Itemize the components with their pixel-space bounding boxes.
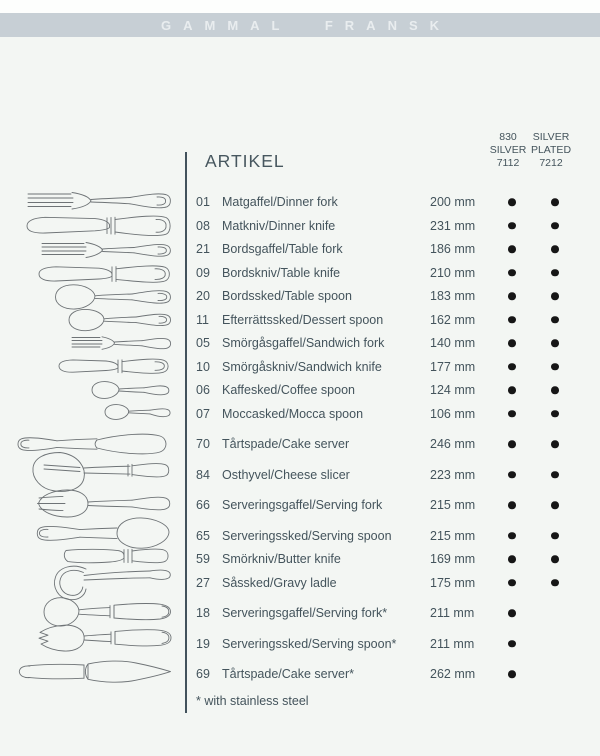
cell-silver-plated bbox=[539, 440, 563, 448]
serving-fork-steel-icon bbox=[39, 625, 171, 651]
cell-silver-plated bbox=[539, 198, 563, 206]
cell-silver-plated bbox=[539, 670, 563, 678]
article-name: Smörgåskniv/Sandwich knife bbox=[222, 359, 382, 374]
cell-silver-plated bbox=[539, 222, 563, 230]
cell-830-silver bbox=[496, 440, 520, 448]
cell-silver-plated bbox=[539, 292, 563, 300]
article-size: 246 mm bbox=[430, 437, 476, 451]
dot-silver-plated bbox=[551, 532, 559, 540]
article-size: 215 mm bbox=[430, 498, 476, 512]
page-top-margin bbox=[0, 0, 600, 13]
dot-silver-plated bbox=[551, 363, 559, 371]
dot-830-silver bbox=[508, 501, 516, 509]
article-name: Serveringssked/Serving spoon bbox=[222, 528, 392, 543]
table-row bbox=[196, 284, 586, 308]
cell-830-silver bbox=[496, 501, 520, 509]
dot-830-silver bbox=[508, 269, 516, 277]
article-name: Smörkniv/Butter knife bbox=[222, 552, 341, 566]
sandwich-fork-icon bbox=[72, 337, 171, 350]
dessert-spoon-icon bbox=[69, 309, 171, 330]
dot-830-silver bbox=[508, 555, 516, 563]
article-size: 175 mm bbox=[430, 575, 476, 590]
article-number: 18 bbox=[196, 606, 210, 620]
table-row bbox=[196, 378, 586, 402]
dot-830-silver bbox=[508, 386, 516, 394]
cell-silver-plated bbox=[539, 640, 563, 648]
article-name: Efterrättssked/Dessert spoon bbox=[222, 312, 384, 327]
article-number: 69 bbox=[196, 667, 210, 681]
table-row bbox=[196, 571, 586, 595]
column-header-line: SILVER bbox=[532, 131, 570, 143]
article-number: 65 bbox=[196, 528, 210, 543]
article-size: 106 mm bbox=[430, 406, 476, 421]
dot-silver-plated bbox=[551, 222, 559, 230]
column-header-line: SILVER bbox=[489, 144, 527, 156]
article-size: 177 mm bbox=[430, 359, 476, 374]
article-name: Bordssked/Table spoon bbox=[222, 289, 352, 303]
butter-knife-icon bbox=[64, 549, 168, 563]
gravy-ladle-icon bbox=[55, 566, 171, 600]
article-name: Såssked/Gravy ladle bbox=[222, 575, 337, 590]
article-size: 140 mm bbox=[430, 336, 476, 350]
article-name: Bordskniv/Table knife bbox=[222, 265, 341, 280]
dot-silver-plated bbox=[551, 501, 559, 509]
dot-silver-plated bbox=[551, 555, 559, 563]
dot-silver-plated bbox=[551, 471, 559, 479]
table-row bbox=[196, 261, 586, 285]
article-name: Smörgåsgaffel/Sandwich fork bbox=[222, 336, 385, 350]
dot-830-silver bbox=[508, 532, 516, 540]
table-row bbox=[196, 237, 586, 261]
article-size: 211 mm bbox=[430, 606, 475, 620]
footnote bbox=[196, 689, 309, 713]
article-size: 169 mm bbox=[430, 552, 476, 566]
table-row bbox=[196, 463, 586, 487]
cell-silver-plated bbox=[539, 609, 563, 617]
column-header-silver-plated bbox=[527, 131, 575, 170]
article-number: 27 bbox=[196, 575, 210, 590]
article-name: Serveringsgaffel/Serving fork bbox=[222, 498, 383, 512]
article-name: Matgaffel/Dinner fork bbox=[222, 195, 338, 209]
article-name: Bordsgaffel/Table fork bbox=[222, 242, 343, 256]
dot-830-silver bbox=[508, 471, 516, 479]
cutlery-illustrations bbox=[0, 180, 185, 720]
table-row bbox=[196, 355, 586, 379]
table-row bbox=[196, 662, 586, 686]
dot-silver-plated bbox=[551, 440, 559, 448]
cell-830-silver bbox=[496, 410, 520, 418]
cell-silver-plated bbox=[539, 532, 563, 540]
dot-830-silver bbox=[508, 640, 516, 648]
article-number: 59 bbox=[196, 552, 210, 566]
cell-silver-plated bbox=[539, 386, 563, 394]
column-header-line: 830 bbox=[499, 131, 517, 143]
dot-830-silver bbox=[508, 198, 516, 206]
table-fork-icon bbox=[42, 243, 170, 258]
article-size: 162 mm bbox=[430, 312, 476, 327]
table-spoon-icon bbox=[56, 285, 171, 309]
dot-830-silver bbox=[508, 292, 516, 300]
table-left-rule bbox=[185, 152, 187, 713]
cell-silver-plated bbox=[539, 269, 563, 277]
dot-830-silver bbox=[508, 316, 516, 324]
column-header-line: 7212 bbox=[539, 157, 563, 169]
cell-830-silver bbox=[496, 579, 520, 587]
table-row bbox=[196, 402, 586, 426]
cell-830-silver bbox=[496, 532, 520, 540]
cell-830-silver bbox=[496, 316, 520, 324]
table-row bbox=[196, 493, 586, 517]
dot-830-silver bbox=[508, 245, 516, 253]
article-name: Moccasked/Mocca spoon bbox=[222, 406, 364, 421]
dot-silver-plated bbox=[551, 386, 559, 394]
cell-830-silver bbox=[496, 292, 520, 300]
dot-silver-plated bbox=[551, 198, 559, 206]
serving-fork-icon bbox=[38, 490, 170, 517]
column-header-line: PLATED bbox=[530, 144, 572, 156]
cell-830-silver bbox=[496, 363, 520, 371]
table-header-artikel: ARTIKEL bbox=[205, 151, 285, 171]
cell-silver-plated bbox=[539, 471, 563, 479]
cell-830-silver bbox=[496, 339, 520, 347]
serving-spoon-icon bbox=[37, 518, 169, 548]
table-row bbox=[196, 331, 586, 355]
dinner-knife-icon bbox=[27, 216, 170, 236]
cell-830-silver bbox=[496, 640, 520, 648]
dot-830-silver bbox=[508, 609, 516, 617]
table-row bbox=[196, 547, 586, 571]
dot-silver-plated bbox=[551, 269, 559, 277]
article-size: 124 mm bbox=[430, 383, 476, 397]
article-size: 231 mm bbox=[430, 218, 476, 233]
cake-server-icon bbox=[18, 434, 166, 454]
dot-silver-plated bbox=[551, 292, 559, 300]
article-number: 70 bbox=[196, 437, 210, 451]
cell-830-silver bbox=[496, 386, 520, 394]
sandwich-knife-icon bbox=[59, 359, 168, 373]
article-size: 223 mm bbox=[430, 467, 476, 482]
article-number: 66 bbox=[196, 498, 210, 512]
serving-spoon-steel-icon bbox=[44, 598, 171, 626]
article-number: 09 bbox=[196, 265, 210, 280]
cell-silver-plated bbox=[539, 339, 563, 347]
coffee-spoon-icon bbox=[92, 382, 169, 399]
article-name: Serveringssked/Serving spoon* bbox=[222, 636, 397, 651]
article-number: 19 bbox=[196, 636, 210, 651]
column-header-line: 7112 bbox=[496, 157, 520, 169]
article-number: 10 bbox=[196, 359, 210, 374]
cell-silver-plated bbox=[539, 363, 563, 371]
article-number: 21 bbox=[196, 242, 210, 256]
cell-830-silver bbox=[496, 609, 520, 617]
footnote-text: * with stainless steel bbox=[196, 694, 309, 708]
article-name: Serveringsgaffel/Serving fork* bbox=[222, 606, 388, 620]
article-size: 215 mm bbox=[430, 528, 476, 543]
article-number: 84 bbox=[196, 467, 210, 482]
cell-silver-plated bbox=[539, 245, 563, 253]
dot-830-silver bbox=[508, 579, 516, 587]
dot-silver-plated bbox=[551, 245, 559, 253]
article-size: 211 mm bbox=[430, 636, 475, 651]
cell-830-silver bbox=[496, 471, 520, 479]
cell-silver-plated bbox=[539, 579, 563, 587]
cell-silver-plated bbox=[539, 316, 563, 324]
article-number: 01 bbox=[196, 195, 210, 209]
article-size: 262 mm bbox=[430, 667, 476, 681]
cell-silver-plated bbox=[539, 501, 563, 509]
article-name: Matkniv/Dinner knife bbox=[222, 218, 336, 233]
dot-silver-plated bbox=[551, 579, 559, 587]
table-row bbox=[196, 432, 586, 456]
cell-830-silver bbox=[496, 222, 520, 230]
dinner-fork-icon bbox=[28, 193, 170, 210]
cell-830-silver bbox=[496, 555, 520, 563]
table-row bbox=[196, 190, 586, 214]
column-header-830-silver bbox=[484, 131, 532, 170]
article-size: 200 mm bbox=[430, 195, 476, 209]
article-number: 05 bbox=[196, 336, 210, 350]
dot-silver-plated bbox=[551, 316, 559, 324]
cell-830-silver bbox=[496, 269, 520, 277]
pattern-name: GAMMAL FRANSK bbox=[160, 17, 452, 33]
article-number: 08 bbox=[196, 218, 210, 233]
table-row bbox=[196, 601, 586, 625]
article-size: 183 mm bbox=[430, 289, 476, 303]
dot-830-silver bbox=[508, 363, 516, 371]
table-row bbox=[196, 524, 586, 548]
pattern-banner bbox=[0, 13, 600, 37]
cell-830-silver bbox=[496, 670, 520, 678]
article-name: Kaffesked/Coffee spoon bbox=[222, 383, 355, 397]
article-name: Osthyvel/Cheese slicer bbox=[222, 467, 350, 482]
article-size: 210 mm bbox=[430, 265, 476, 280]
article-size: 186 mm bbox=[430, 242, 476, 256]
cell-silver-plated bbox=[539, 555, 563, 563]
cell-830-silver bbox=[496, 245, 520, 253]
cell-silver-plated bbox=[539, 410, 563, 418]
dot-silver-plated bbox=[551, 339, 559, 347]
dot-830-silver bbox=[508, 222, 516, 230]
dot-830-silver bbox=[508, 440, 516, 448]
dot-830-silver bbox=[508, 670, 516, 678]
article-number: 06 bbox=[196, 383, 210, 397]
article-number: 07 bbox=[196, 406, 210, 421]
dot-silver-plated bbox=[551, 410, 559, 418]
table-row bbox=[196, 308, 586, 332]
article-name: Tårtspade/Cake server bbox=[222, 437, 350, 451]
dot-830-silver bbox=[508, 339, 516, 347]
table-knife-icon bbox=[39, 266, 169, 282]
article-name: Tårtspade/Cake server* bbox=[222, 667, 355, 681]
cake-server-steel-icon bbox=[19, 661, 170, 682]
mocca-spoon-icon bbox=[105, 405, 170, 420]
cheese-slicer-icon bbox=[33, 453, 169, 492]
cell-830-silver bbox=[496, 198, 520, 206]
article-number: 20 bbox=[196, 289, 210, 303]
table-row bbox=[196, 632, 586, 656]
table-row bbox=[196, 214, 586, 238]
article-number: 11 bbox=[196, 312, 209, 327]
dot-830-silver bbox=[508, 410, 516, 418]
